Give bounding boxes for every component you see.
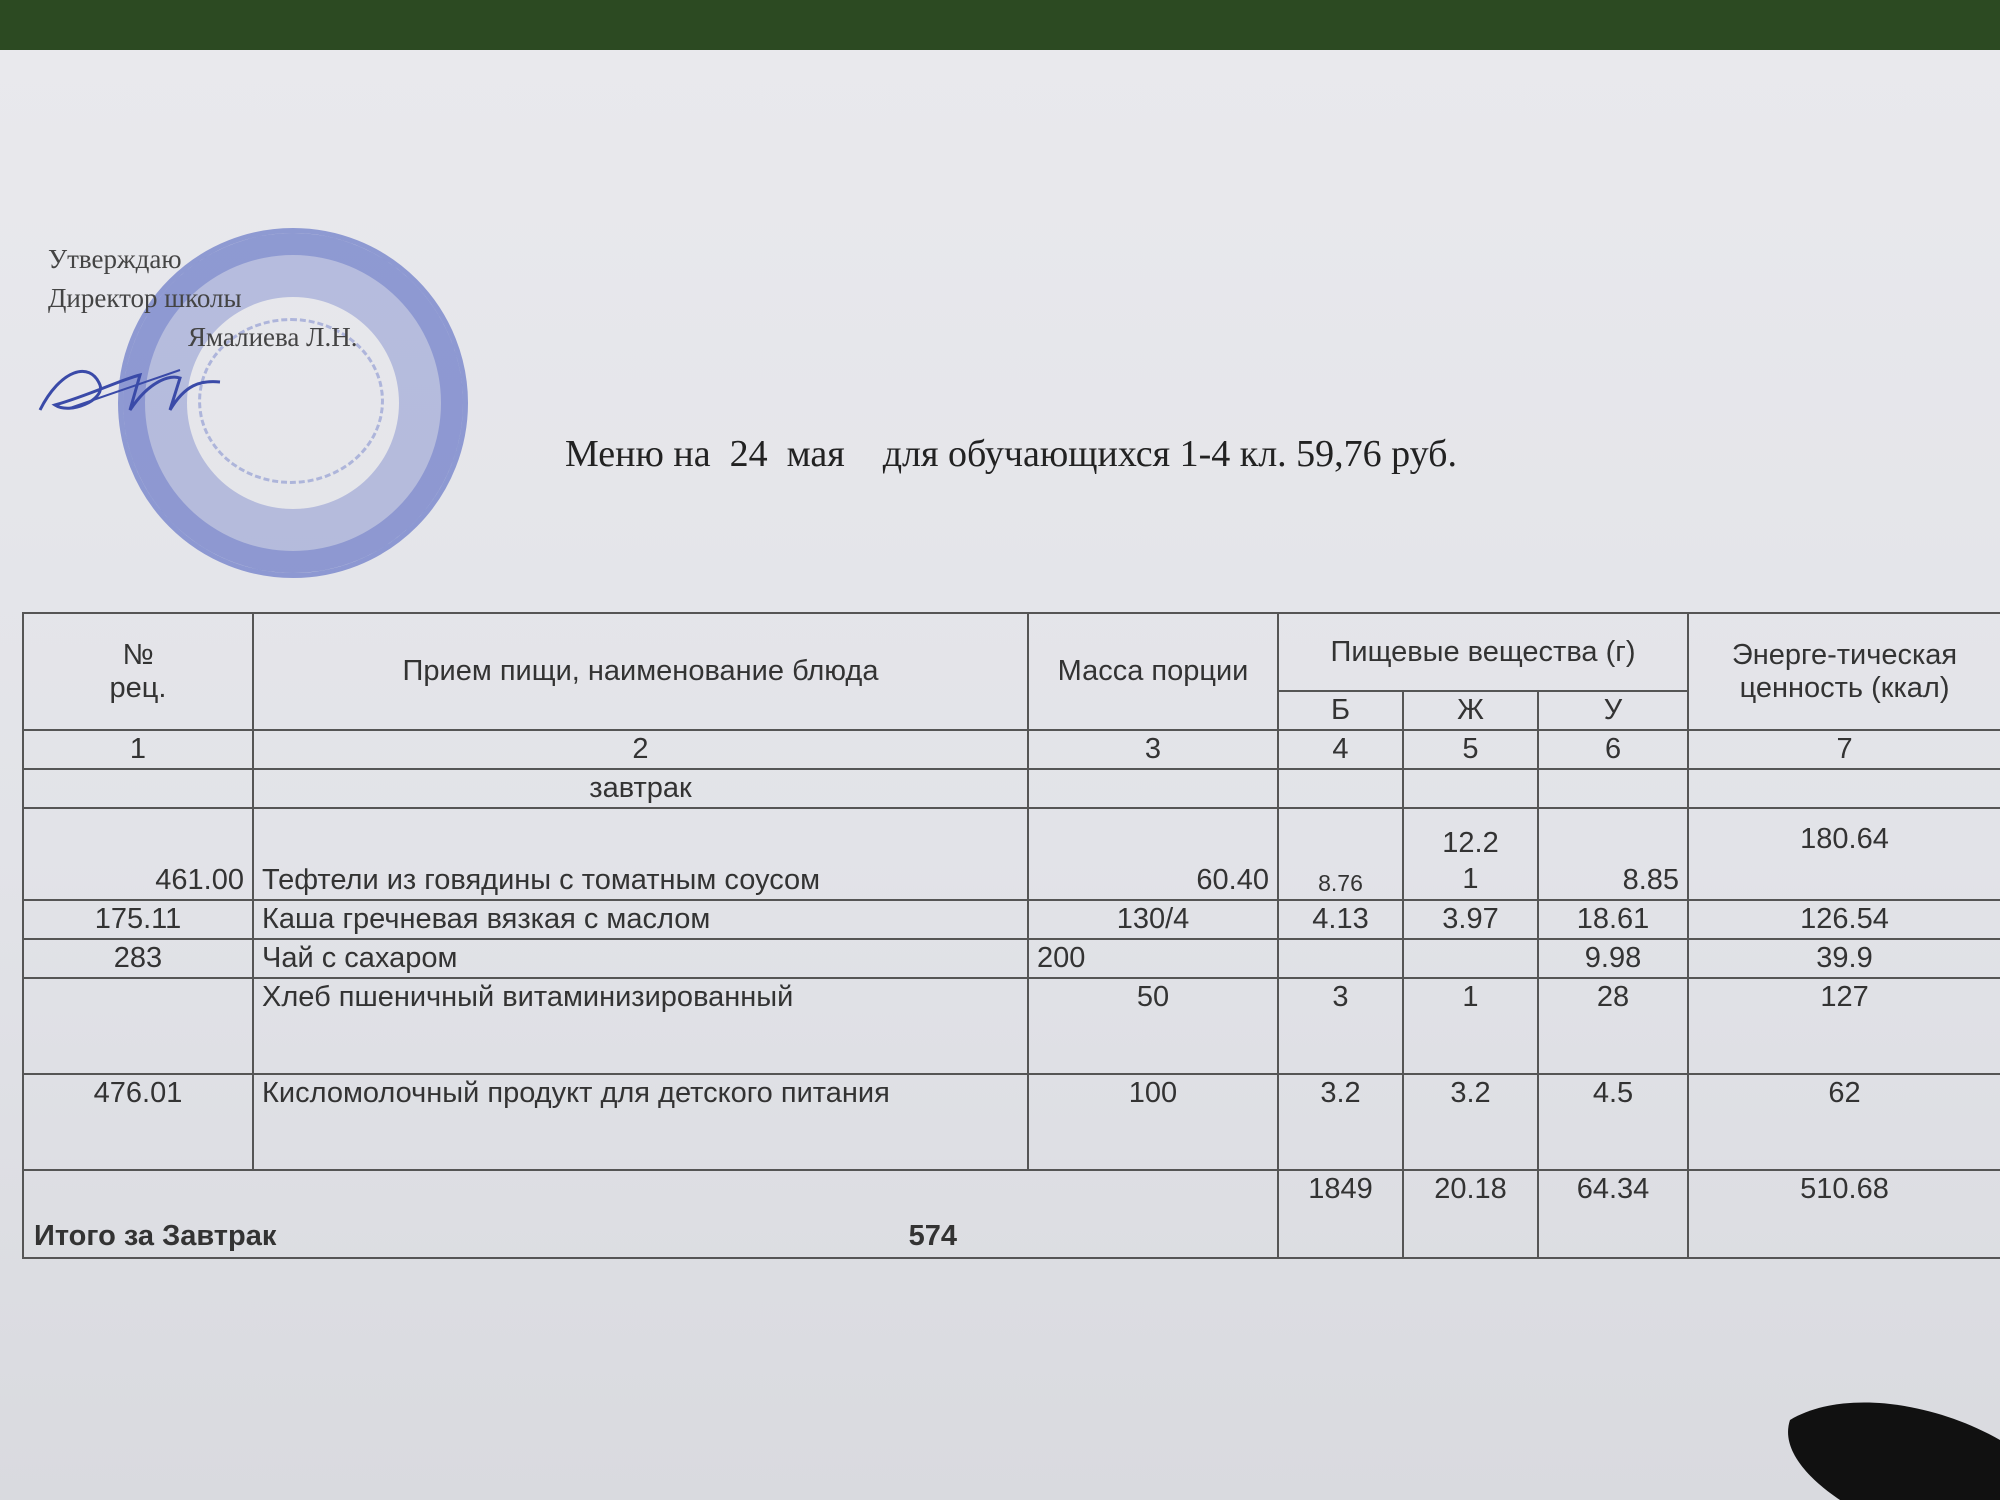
- total-fat: 20.18: [1403, 1170, 1538, 1258]
- energy-value: 39.9: [1688, 939, 2000, 978]
- director-name: Ямалиева Л.Н.: [188, 322, 358, 352]
- col-nutrients: Пищевые вещества (г): [1278, 613, 1688, 691]
- recipe-number: 476.01: [23, 1074, 253, 1170]
- carbs-value: 28: [1538, 978, 1688, 1074]
- total-protein: 1849: [1278, 1170, 1403, 1258]
- col-carbs: У: [1538, 691, 1688, 730]
- fat-value: 3.97: [1403, 900, 1538, 939]
- table-row: [23, 1074, 2000, 1170]
- total-mass: 574: [908, 1220, 957, 1252]
- carbs-value: 4.5: [1538, 1074, 1688, 1170]
- col-dish: Прием пищи, наименование блюда: [253, 613, 1028, 730]
- col-number: 5: [1403, 730, 1538, 769]
- energy-value: 127: [1688, 978, 2000, 1074]
- table-row: [23, 808, 2000, 900]
- fat-value: 3.2: [1403, 1074, 1538, 1170]
- recipe-number: [23, 978, 253, 1074]
- dish-name: Тефтели из говядины с томатным соусом: [253, 808, 1028, 900]
- fat-value: 12.2 1: [1403, 808, 1538, 900]
- col-mass: Масса порции: [1028, 613, 1278, 730]
- col-number: 7: [1688, 730, 2000, 769]
- total-row: [23, 1170, 2000, 1258]
- page-title: Меню на 24 мая для обучающихся 1-4 кл. 59,76 руб.: [565, 433, 1457, 475]
- col-number: 4: [1278, 730, 1403, 769]
- energy-value: 126.54: [1688, 900, 2000, 939]
- total-carbs: 64.34: [1538, 1170, 1688, 1258]
- dish-name: Кисломолочный продукт для детского питания: [253, 1074, 1028, 1170]
- protein-value: 3: [1278, 978, 1403, 1074]
- pen-shadow: [1780, 1380, 2000, 1500]
- protein-value: 3.2: [1278, 1074, 1403, 1170]
- carbs-value: 18.61: [1538, 900, 1688, 939]
- table-row: [23, 939, 2000, 978]
- total-energy: 510.68: [1688, 1170, 2000, 1258]
- dish-name: Чай с сахаром: [253, 939, 1028, 978]
- section-label: завтрак: [253, 769, 1028, 808]
- fat-value: [1403, 939, 1538, 978]
- energy-value: 180.64: [1688, 808, 2000, 900]
- col-number: 2: [253, 730, 1028, 769]
- col-number: 1: [23, 730, 253, 769]
- total-label-cell: [23, 1170, 1278, 1258]
- table-row: [23, 900, 2000, 939]
- protein-value: 4.13: [1278, 900, 1403, 939]
- col-number: 6: [1538, 730, 1688, 769]
- carbs-value: 9.98: [1538, 939, 1688, 978]
- protein-value: 8.76: [1278, 808, 1403, 900]
- section-row: [23, 769, 2000, 808]
- handwritten-signature: [30, 340, 230, 450]
- recipe-number: 175.11: [23, 900, 253, 939]
- protein-value: [1278, 939, 1403, 978]
- total-label: Итого за Завтрак: [34, 1220, 277, 1252]
- portion-mass: 200: [1028, 939, 1278, 978]
- table-row: [23, 978, 2000, 1074]
- header-row: [23, 613, 2000, 691]
- director-position: Директор школы: [48, 283, 242, 313]
- menu-table: [22, 612, 2000, 1259]
- recipe-number: 283: [23, 939, 253, 978]
- energy-value: 62: [1688, 1074, 2000, 1170]
- approve-text: Утверждаю: [48, 244, 182, 274]
- dish-name: Хлеб пшеничный витаминизированный: [253, 978, 1028, 1074]
- recipe-number: 461.00: [23, 808, 253, 900]
- portion-mass: 60.40: [1028, 808, 1278, 900]
- col-number: 3: [1028, 730, 1278, 769]
- col-energy: Энерге-тическая ценность (ккал): [1688, 613, 2000, 730]
- dish-name: Каша гречневая вязкая с маслом: [253, 900, 1028, 939]
- carbs-value: 8.85: [1538, 808, 1688, 900]
- column-number-row: [23, 730, 2000, 769]
- fat-value: 1: [1403, 978, 1538, 1074]
- portion-mass: 100: [1028, 1074, 1278, 1170]
- col-recipe-no: № рец.: [23, 613, 253, 730]
- portion-mass: 50: [1028, 978, 1278, 1074]
- portion-mass: 130/4: [1028, 900, 1278, 939]
- col-fat: Ж: [1403, 691, 1538, 730]
- col-protein: Б: [1278, 691, 1403, 730]
